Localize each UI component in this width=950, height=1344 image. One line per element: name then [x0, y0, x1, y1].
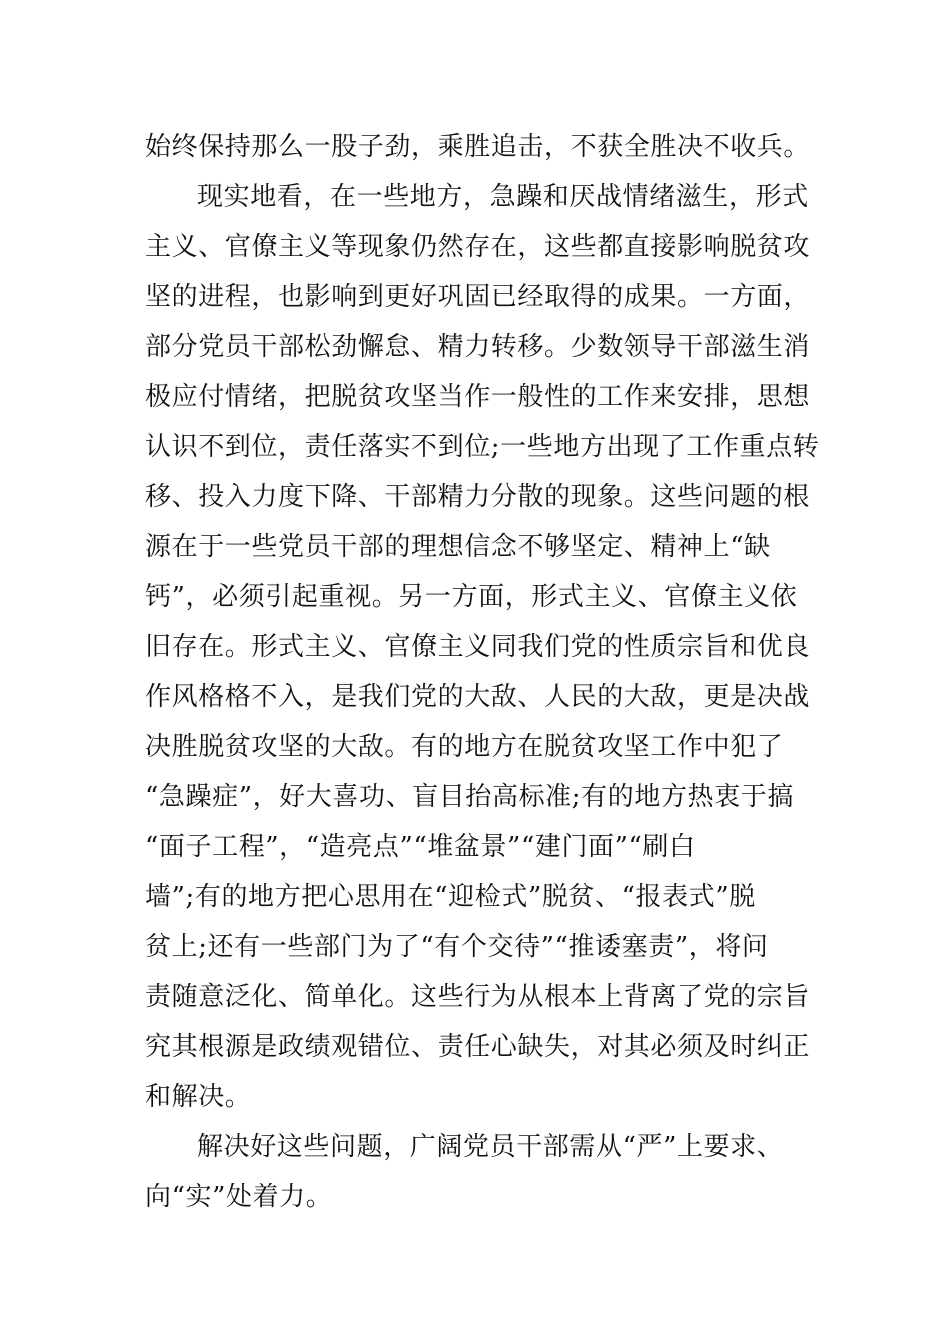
- text-line-21: 解决好这些问题，广阔党员干部需从“严”上要求、: [197, 1132, 784, 1162]
- text-line-15: “面子工程”，“造亮点”“堆盆景”“建门面”“刷白: [145, 832, 696, 862]
- text-line-18: 责随意泛化、简单化。这些行为从根本上背离了党的宗旨: [145, 982, 811, 1012]
- text-line-14: “急躁症”，好大喜功、盲目抬高标准;有的地方热衷于搞: [145, 782, 794, 812]
- text-line-20: 和解决。: [145, 1082, 252, 1112]
- text-line-19: 究其根源是政绩观错位、责任心缺失，对其必须及时纠正: [145, 1032, 811, 1062]
- text-line-7: 认识不到位，责任落实不到位;一些地方出现了工作重点转: [145, 432, 820, 462]
- text-line-5: 部分党员干部松劲懈怠、精力转移。少数领导干部滋生消: [145, 332, 811, 362]
- text-line-9: 源在于一些党员干部的理想信念不够坚定、精神上“缺: [145, 532, 771, 562]
- text-line-4: 坚的进程，也影响到更好巩固已经取得的成果。一方面，: [145, 282, 811, 312]
- text-line-8: 移、投入力度下降、干部精力分散的现象。这些问题的根: [145, 482, 811, 512]
- text-line-12: 作风格格不入，是我们党的大敌、人民的大敌，更是决战: [145, 682, 811, 712]
- text-line-10: 钙”，必须引起重视。另一方面，形式主义、官僚主义依: [145, 582, 798, 612]
- text-line-17: 贫上;还有一些部门为了“有个交待”“推诿塞责”，将问: [145, 932, 769, 962]
- text-line-13: 决胜脱贫攻坚的大敌。有的地方在脱贫攻坚工作中犯了: [145, 732, 784, 762]
- text-line-3: 主义、官僚主义等现象仍然存在，这些都直接影响脱贫攻: [145, 232, 811, 262]
- text-line-1: 始终保持那么一股子劲，乘胜追击，不获全胜决不收兵。: [145, 132, 811, 162]
- text-line-2: 现实地看，在一些地方，急躁和厌战情绪滋生，形式: [197, 182, 809, 212]
- text-line-16: 墙”;有的地方把心思用在“迎检式”脱贫、“报表式”脱: [145, 882, 756, 912]
- text-line-6: 极应付情绪，把脱贫攻坚当作一般性的工作来安排，思想: [145, 382, 811, 412]
- text-line-11: 旧存在。形式主义、官僚主义同我们党的性质宗旨和优良: [145, 632, 811, 662]
- text-line-22: 向“实”处着力。: [145, 1182, 333, 1212]
